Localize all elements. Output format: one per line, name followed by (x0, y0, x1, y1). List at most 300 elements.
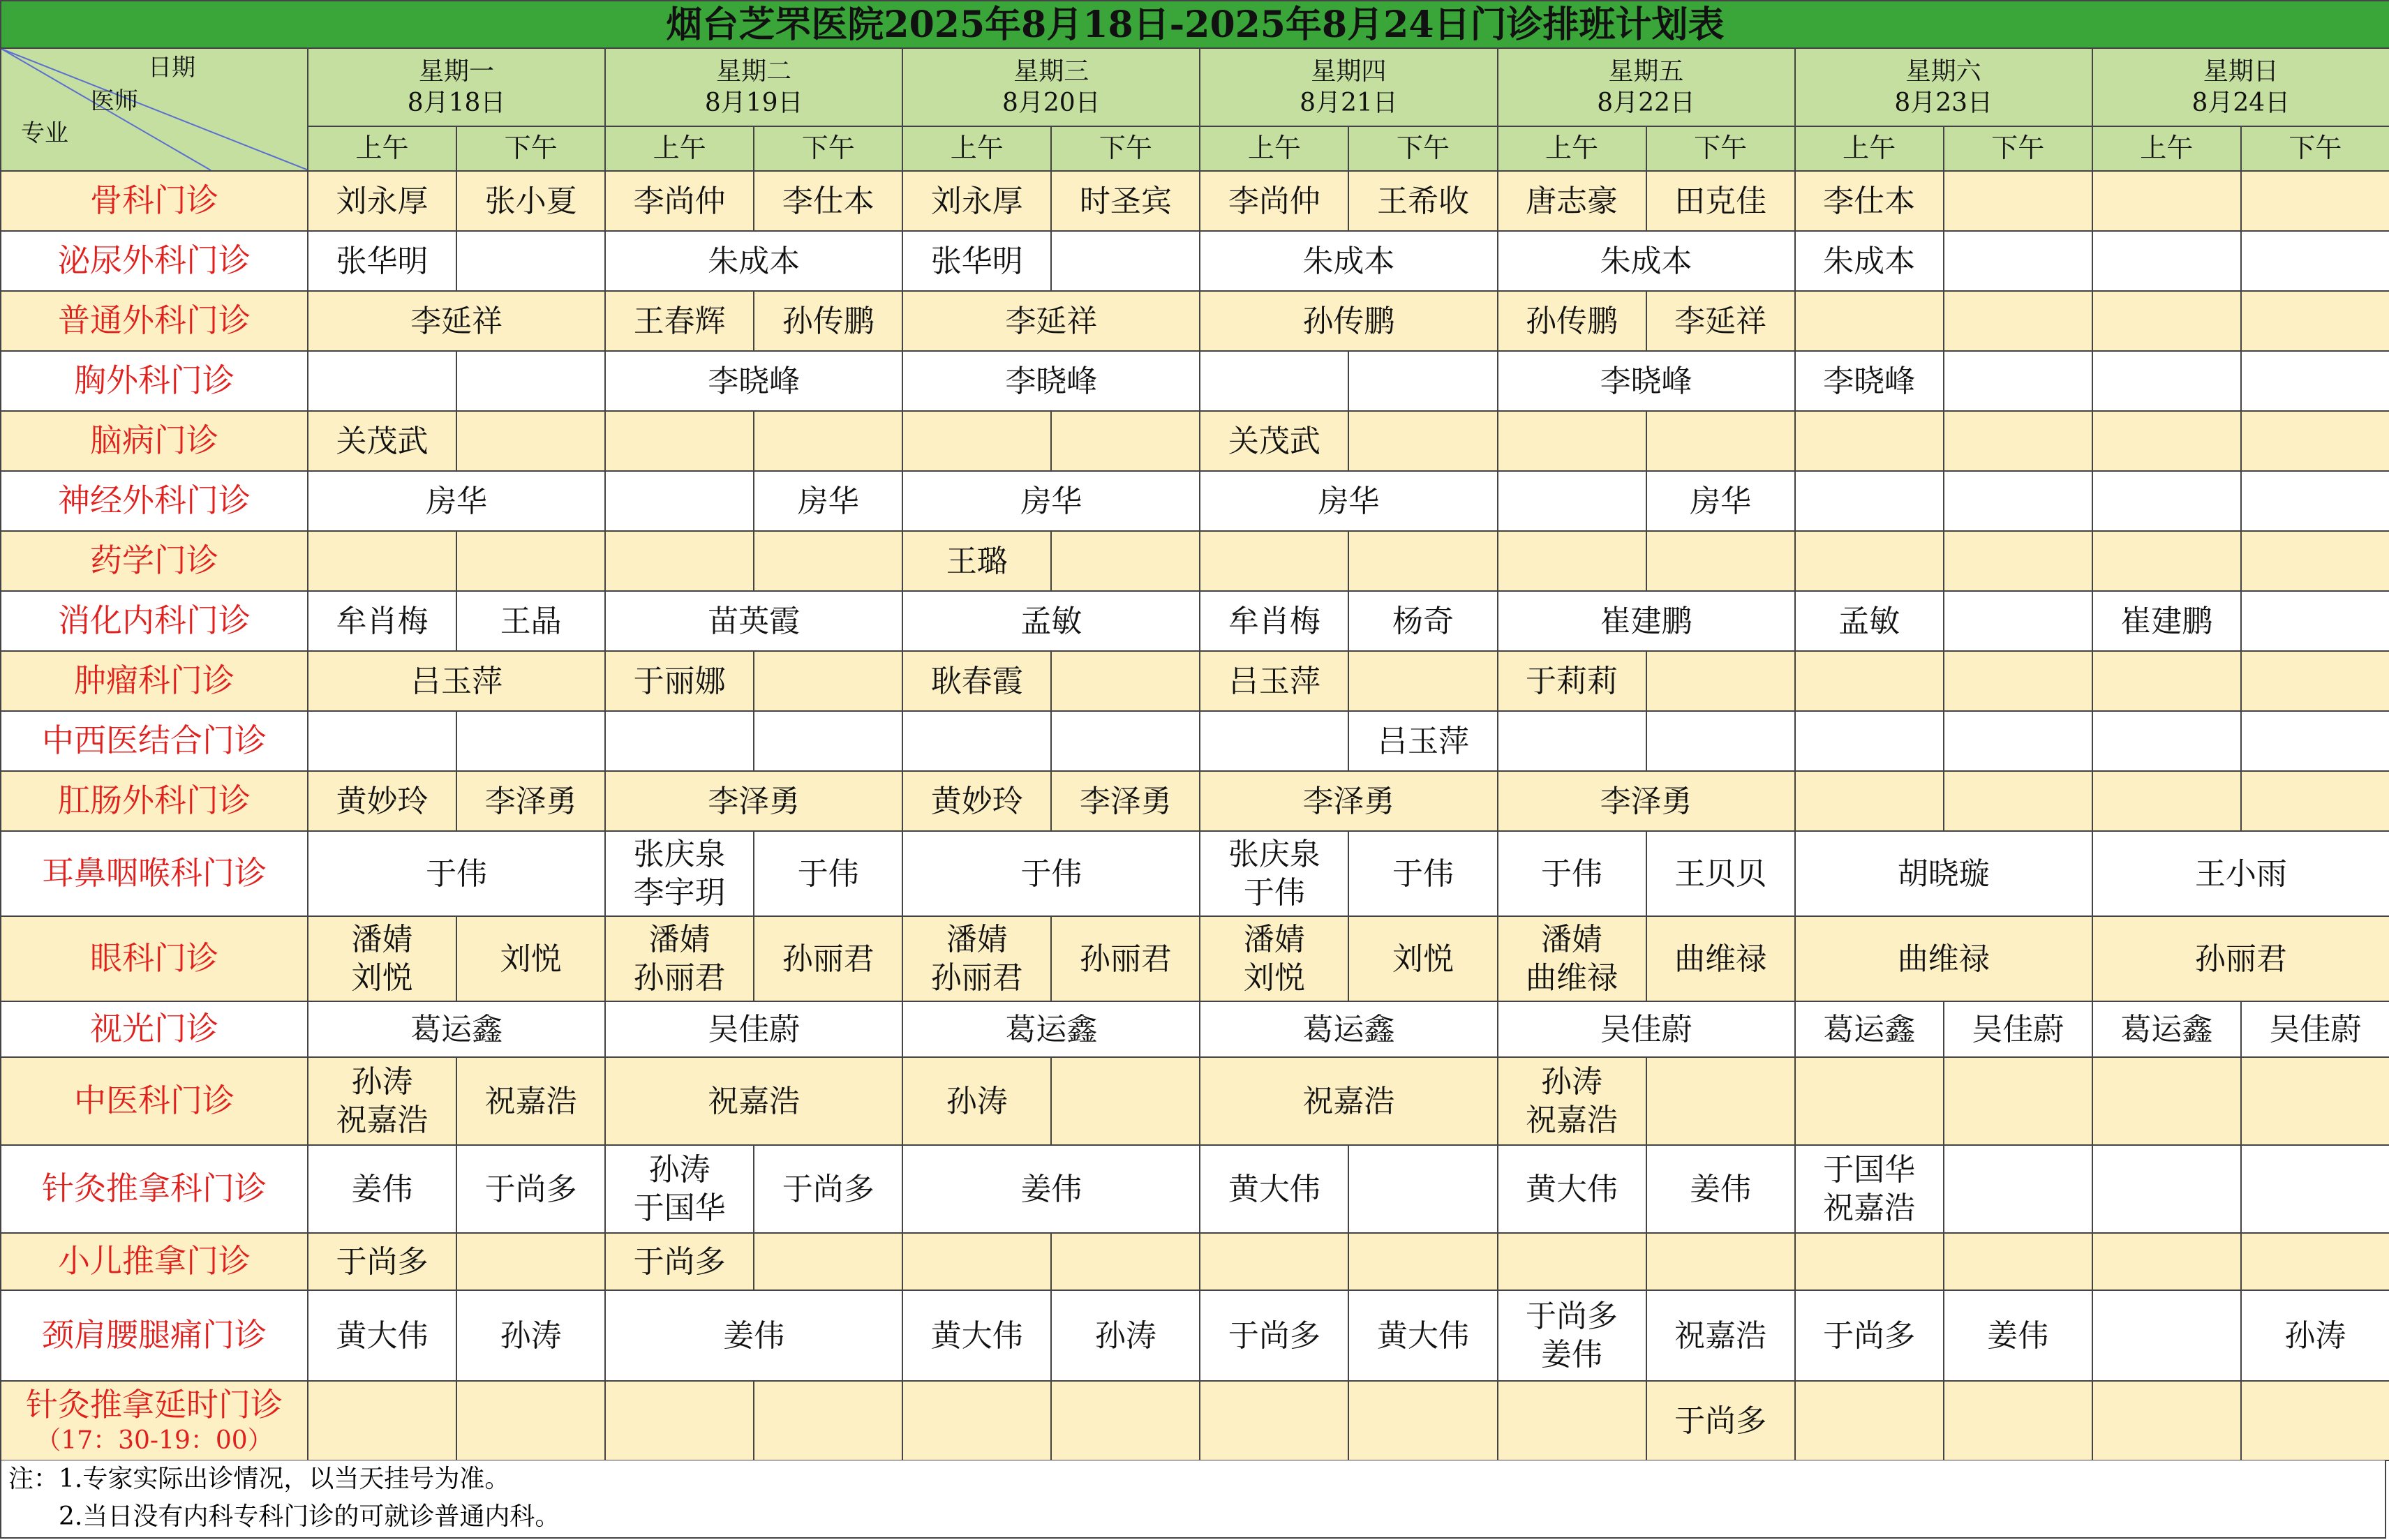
schedule-cell (1348, 1381, 1497, 1460)
schedule-cell (1051, 231, 1200, 291)
schedule-cell (308, 591, 456, 651)
doctor-name: 姜伟 (1020, 1171, 1082, 1207)
schedule-cell (1795, 171, 1944, 231)
schedule-cell (1498, 171, 1646, 231)
schedule-cell (1200, 1001, 1497, 1057)
department-label: 中西医结合门诊 (42, 722, 267, 760)
doctor-name: 孙丽君 (782, 941, 875, 977)
schedule-cell (2092, 1001, 2241, 1057)
doctor-name: 王贝贝 (1674, 855, 1767, 892)
doctor-name: 张庆泉 (1228, 837, 1320, 872)
doctor-name: 于伟 (1020, 855, 1082, 892)
schedule-row (1, 351, 2389, 411)
doctor-name: 王小雨 (2194, 855, 2287, 892)
schedule-cell (605, 1381, 754, 1460)
schedule-cell (605, 471, 754, 531)
day-weekday: 星期五 (1608, 57, 1684, 86)
department-name (1, 916, 308, 1001)
schedule-cell (1646, 916, 1795, 1001)
department-label: 普通外科门诊 (58, 301, 251, 340)
schedule-cell (1944, 171, 2092, 231)
doctor-name: 朱成本 (1302, 243, 1395, 279)
doctor-name: 黄大伟 (336, 1317, 429, 1354)
schedule-cell (1200, 1290, 1348, 1381)
doctor-name: 于国华 (1823, 1152, 1916, 1188)
doctor-name: 姜伟 (1690, 1171, 1752, 1207)
schedule-cell (456, 711, 605, 771)
schedule-cell (1498, 1290, 1646, 1381)
doctor-name: 黄大伟 (1228, 1171, 1320, 1207)
department-name (1, 231, 308, 291)
doctor-name: 于伟 (1541, 855, 1603, 892)
day-date: 8月21日 (1300, 89, 1398, 117)
period-header: 上午 (902, 126, 1051, 171)
schedule-cell (1646, 471, 1795, 531)
day-weekday: 星期六 (1905, 57, 1981, 86)
day-header (308, 48, 605, 126)
doctor-name: 曲维禄 (1897, 941, 1990, 977)
schedule-cell (2092, 1057, 2241, 1145)
doctor-name: 关茂武 (336, 423, 429, 459)
schedule-row (1, 1381, 2389, 1460)
day-date: 8月24日 (2191, 89, 2291, 117)
schedule-cell (2092, 1381, 2241, 1460)
schedule-cell (1646, 831, 1795, 916)
schedule-cell (1646, 1057, 1795, 1145)
schedule-cell (1498, 411, 1646, 471)
doctor-name: 孟敏 (1838, 603, 1900, 639)
doctor-name: 唐志豪 (1526, 183, 1618, 219)
schedule-cell (1200, 1145, 1348, 1233)
schedule-cell (308, 171, 456, 231)
day-header (1498, 48, 1795, 126)
period-header: 上午 (1200, 126, 1348, 171)
schedule-cell (1200, 651, 1348, 711)
schedule-cell (1795, 471, 1944, 531)
schedule-cell (1498, 771, 1795, 831)
schedule-cell (1200, 291, 1497, 351)
schedule-cell (1795, 831, 2092, 916)
schedule-cell (605, 291, 754, 351)
schedule-cell (1200, 471, 1497, 531)
schedule-cell (754, 711, 902, 771)
schedule-cell (1795, 711, 1944, 771)
schedule-cell (2241, 1057, 2389, 1145)
day-date: 8月20日 (1002, 89, 1101, 117)
schedule-cell (308, 231, 456, 291)
schedule-cell (605, 711, 754, 771)
doctor-name: 潘婧 (946, 922, 1008, 957)
day-weekday: 星期四 (1311, 57, 1387, 86)
schedule-cell (902, 291, 1200, 351)
doctor-name: 刘永厚 (336, 183, 429, 219)
schedule-cell (1795, 651, 1944, 711)
period-header: 上午 (2092, 126, 2241, 171)
schedule-cell (902, 1145, 1200, 1233)
department-name (1, 531, 308, 591)
schedule-cell (456, 531, 605, 591)
doctor-name: 杨奇 (1392, 603, 1454, 639)
doctor-name: 田克佳 (1674, 183, 1767, 219)
doctor-name: 葛运鑫 (410, 1011, 503, 1047)
schedule-cell (1051, 1290, 1200, 1381)
schedule-cell (1944, 1057, 2092, 1145)
schedule-cell (605, 351, 902, 411)
schedule-cell (1498, 916, 1646, 1001)
schedule-cell (2092, 771, 2241, 831)
day-date: 8月19日 (704, 89, 803, 117)
doctor-name: 于尚多 (1526, 1299, 1618, 1334)
header-corner (1, 48, 308, 171)
doctor-name: 朱成本 (1823, 243, 1916, 279)
schedule-row (1, 531, 2389, 591)
schedule-cell (1944, 1233, 2092, 1290)
department-name (1, 591, 308, 651)
schedule-cell (754, 411, 902, 471)
department-label: 胸外科门诊 (74, 361, 235, 400)
doctor-name: 于莉莉 (1526, 663, 1618, 699)
doctor-name: 孟敏 (1020, 603, 1082, 639)
doctor-name: 李延祥 (410, 303, 503, 339)
schedule-cell (1200, 591, 1348, 651)
department-label: 肿瘤科门诊 (74, 661, 235, 700)
schedule-cell (902, 411, 1051, 471)
department-label: 泌尿外科门诊 (58, 241, 251, 280)
doctor-name: 孙传鹏 (1526, 303, 1618, 339)
doctor-name: 王晶 (500, 603, 562, 639)
doctor-name: 黄大伟 (1526, 1171, 1618, 1207)
doctor-name: 孙丽君 (1079, 941, 1172, 977)
schedule-cell (308, 1001, 605, 1057)
doctor-name: 李泽勇 (1079, 783, 1172, 819)
schedule-row (1, 771, 2389, 831)
schedule-cell (2241, 1381, 2389, 1460)
schedule-cell (1646, 291, 1795, 351)
doctor-name: 潘婧 (648, 922, 710, 957)
schedule-cell (1795, 291, 1944, 351)
schedule-cell (308, 916, 456, 1001)
department-label: 针灸推拿科门诊 (42, 1169, 267, 1208)
doctor-name: 王希收 (1376, 183, 1469, 219)
schedule-row (1, 651, 2389, 711)
doctor-name: 孙涛 (946, 1083, 1008, 1119)
schedule-cell (1498, 351, 1795, 411)
schedule-cell (308, 711, 456, 771)
day-header (1200, 48, 1497, 126)
schedule-cell (2241, 771, 2389, 831)
doctor-name: 耿春霞 (930, 663, 1023, 699)
schedule-cell (1944, 1290, 2092, 1381)
schedule-cell (1795, 916, 2092, 1001)
department-name (1, 351, 308, 411)
doctor-name: 于尚多 (336, 1243, 429, 1280)
schedule-row (1, 916, 2389, 1001)
schedule-row (1, 1001, 2389, 1057)
schedule-cell (2092, 591, 2241, 651)
day-date: 8月23日 (1894, 89, 1993, 117)
doctor-name: 祝嘉浩 (1823, 1190, 1916, 1226)
department-name (1, 1381, 308, 1460)
schedule-cell (1051, 711, 1200, 771)
schedule-cell (902, 1290, 1051, 1381)
period-header: 下午 (1051, 126, 1200, 171)
schedule-cell (456, 591, 605, 651)
day-weekday: 星期一 (419, 57, 495, 86)
doctor-name: 于伟 (1243, 875, 1305, 911)
schedule-cell (1646, 1290, 1795, 1381)
doctor-name: 李延祥 (1005, 303, 1098, 339)
schedule-cell (605, 831, 754, 916)
schedule-cell (2092, 1145, 2241, 1233)
schedule-cell (2241, 351, 2389, 411)
schedule-cell (2241, 1145, 2389, 1233)
schedule-cell (456, 1290, 605, 1381)
schedule-cell (2092, 651, 2241, 711)
schedule-cell (1200, 1057, 1497, 1145)
doctor-name: 房华 (1318, 483, 1380, 519)
schedule-cell (1200, 771, 1497, 831)
day-date: 8月22日 (1597, 89, 1695, 117)
department-label: 神经外科门诊 (58, 481, 251, 520)
corner-label-doctor: 医师 (91, 87, 138, 115)
schedule-cell (2092, 231, 2241, 291)
schedule-cell (2241, 1233, 2389, 1290)
schedule-cell (1795, 351, 1944, 411)
schedule-cell (456, 1381, 605, 1460)
schedule-cell (1944, 471, 2092, 531)
schedule-cell (1498, 591, 1795, 651)
schedule-cell (1944, 231, 2092, 291)
schedule-cell (2241, 651, 2389, 711)
doctor-name: 黄妙玲 (930, 783, 1023, 819)
doctor-name: 孙传鹏 (782, 303, 875, 339)
doctor-name: 刘悦 (351, 960, 413, 996)
doctor-name: 胡晓璇 (1897, 855, 1990, 892)
doctor-name: 吴佳蔚 (1600, 1011, 1692, 1047)
department-label: 肛肠外科门诊 (58, 782, 251, 820)
doctor-name: 张华明 (336, 243, 429, 279)
schedule-cell (2241, 291, 2389, 351)
schedule-cell (1200, 231, 1497, 291)
schedule-cell (1795, 1381, 1944, 1460)
doctor-name: 关茂武 (1228, 423, 1320, 459)
schedule-cell (1944, 1145, 2092, 1233)
period-header: 上午 (1795, 126, 1944, 171)
day-weekday: 星期二 (716, 57, 792, 86)
schedule-cell (2092, 1290, 2241, 1381)
doctor-name: 牟肖梅 (336, 603, 429, 639)
doctor-name: 葛运鑫 (1302, 1011, 1395, 1047)
schedule-cell (1795, 591, 1944, 651)
schedule-cell (1348, 411, 1497, 471)
schedule-cell (2241, 1290, 2389, 1381)
schedule-cell (2092, 711, 2241, 771)
department-name (1, 171, 308, 231)
department-label: 针灸推拿延时门诊 (26, 1385, 283, 1423)
doctor-name: 刘悦 (1243, 960, 1305, 996)
doctor-name: 房华 (426, 483, 488, 519)
day-weekday: 星期日 (2203, 57, 2279, 86)
doctor-name: 黄妙玲 (336, 783, 429, 819)
schedule-cell (1646, 1233, 1795, 1290)
doctor-name: 孙涛 (2284, 1317, 2346, 1354)
schedule-cell (2241, 171, 2389, 231)
schedule-cell (1051, 651, 1200, 711)
schedule-cell (754, 291, 902, 351)
doctor-name: 吕玉萍 (410, 663, 503, 699)
doctor-name: 祝嘉浩 (484, 1083, 577, 1119)
schedule-cell (1498, 831, 1646, 916)
department-name (1, 1233, 308, 1290)
schedule-cell (456, 231, 605, 291)
period-header: 下午 (754, 126, 902, 171)
schedule-cell (308, 351, 456, 411)
schedule-cell (1051, 411, 1200, 471)
department-label: 脑病门诊 (90, 421, 218, 460)
schedule-cell (308, 1233, 456, 1290)
schedule-cell (754, 1381, 902, 1460)
schedule-cell (1944, 531, 2092, 591)
doctor-name: 于尚多 (1674, 1403, 1767, 1439)
doctor-name: 崔建鹏 (2120, 603, 2213, 639)
doctor-name: 孙涛 (351, 1064, 413, 1100)
schedule-cell (605, 1057, 902, 1145)
doctor-name: 李仕本 (782, 183, 875, 219)
schedule-cell (902, 231, 1051, 291)
schedule-cell (754, 1145, 902, 1233)
schedule-row (1, 291, 2389, 351)
schedule-cell (308, 651, 605, 711)
doctor-name: 葛运鑫 (1823, 1011, 1916, 1047)
period-header: 下午 (1348, 126, 1497, 171)
doctor-name: 孙丽君 (633, 960, 726, 996)
schedule-cell (605, 591, 902, 651)
schedule-cell (2092, 471, 2241, 531)
schedule-row (1, 231, 2389, 291)
doctor-name: 曲维禄 (1674, 941, 1767, 977)
doctor-name: 潘婧 (1243, 922, 1305, 957)
schedule-cell (456, 771, 605, 831)
doctor-name: 李泽勇 (484, 783, 577, 819)
department-label: 骨科门诊 (90, 181, 218, 220)
schedule-cell (902, 171, 1051, 231)
schedule-cell (902, 531, 1051, 591)
schedule-cell (2241, 411, 2389, 471)
schedule-cell (1646, 411, 1795, 471)
schedule-cell (2092, 831, 2389, 916)
schedule-cell (605, 651, 754, 711)
schedule-cell (605, 916, 754, 1001)
schedule-cell (902, 351, 1200, 411)
schedule-row (1, 411, 2389, 471)
schedule-cell (605, 1233, 754, 1290)
department-name (1, 471, 308, 531)
doctor-name: 孙涛 (500, 1317, 562, 1354)
schedule-cell (1348, 591, 1497, 651)
doctor-name: 于国华 (633, 1190, 726, 1226)
schedule-cell (456, 916, 605, 1001)
doctor-name: 于尚多 (633, 1243, 726, 1280)
schedule-cell (1795, 411, 1944, 471)
day-header (1795, 48, 2092, 126)
doctor-name: 于尚多 (1228, 1317, 1320, 1354)
schedule-cell (1498, 1381, 1646, 1460)
schedule-cell (1795, 1233, 1944, 1290)
doctor-name: 李延祥 (1674, 303, 1767, 339)
doctor-name: 朱成本 (1600, 243, 1692, 279)
schedule-cell (456, 1057, 605, 1145)
schedule-cell (456, 1145, 605, 1233)
schedule-cell (902, 1057, 1051, 1145)
schedule-cell (1498, 1001, 1795, 1057)
doctor-name: 房华 (1690, 483, 1752, 519)
schedule-cell (2092, 411, 2241, 471)
schedule-cell (902, 1001, 1200, 1057)
schedule-cell (2092, 1233, 2241, 1290)
schedule-cell (1200, 411, 1348, 471)
day-header (605, 48, 902, 126)
department-label: 药学门诊 (90, 541, 218, 580)
schedule-cell (1646, 1381, 1795, 1460)
schedule-cell (754, 831, 902, 916)
doctor-name: 孙丽君 (930, 960, 1023, 996)
schedule-cell (902, 831, 1200, 916)
doctor-name: 李晓峰 (1600, 363, 1692, 399)
note-line-2: 2.当日没有内科专科门诊的可就诊普通内科。 (59, 1502, 560, 1531)
schedule-cell (754, 916, 902, 1001)
schedule-cell (1944, 711, 2092, 771)
doctor-name: 吕玉萍 (1228, 663, 1320, 699)
schedule-cell (1498, 471, 1646, 531)
schedule-cell (2092, 171, 2241, 231)
schedule-cell (605, 1290, 902, 1381)
schedule-cell (1200, 531, 1348, 591)
doctor-name: 于尚多 (484, 1171, 577, 1207)
schedule-cell (1348, 651, 1497, 711)
doctor-name: 房华 (1020, 483, 1082, 519)
schedule-cell (1498, 1233, 1646, 1290)
doctor-name: 李泽勇 (708, 783, 801, 819)
doctor-name: 李泽勇 (1600, 783, 1692, 819)
schedule-cell (308, 771, 456, 831)
doctor-name: 时圣宾 (1079, 183, 1172, 219)
schedule-cell (2241, 531, 2389, 591)
doctor-name: 李宇玥 (633, 875, 726, 911)
department-name (1, 711, 308, 771)
schedule-cell (1348, 351, 1497, 411)
doctor-name: 李晓峰 (1005, 363, 1098, 399)
doctor-name: 于丽娜 (633, 663, 726, 699)
schedule-cell (456, 171, 605, 231)
schedule-cell (1051, 1233, 1200, 1290)
doctor-name: 姜伟 (1541, 1337, 1603, 1373)
doctor-name: 于尚多 (782, 1171, 875, 1207)
department-label: 消化内科门诊 (58, 601, 251, 640)
department-hours: （17：30-19：00） (36, 1426, 273, 1456)
doctor-name: 黄大伟 (930, 1317, 1023, 1354)
schedule-row (1, 471, 2389, 531)
schedule-cell (2241, 1001, 2389, 1057)
schedule-cell (1051, 916, 1200, 1001)
schedule-cell (1795, 771, 1944, 831)
schedule-cell (1498, 651, 1646, 711)
doctor-name: 李泽勇 (1302, 783, 1395, 819)
schedule-cell (605, 231, 902, 291)
schedule-cell (605, 771, 902, 831)
schedule-cell (1646, 711, 1795, 771)
schedule-cell (2092, 351, 2241, 411)
schedule-cell (1348, 171, 1497, 231)
